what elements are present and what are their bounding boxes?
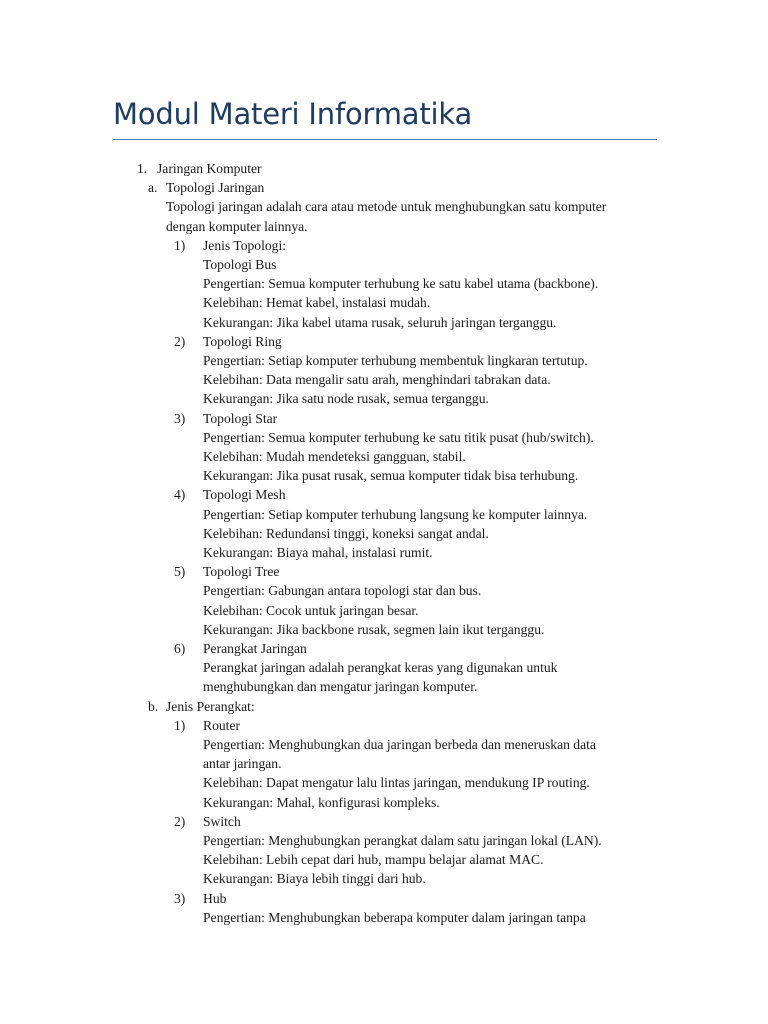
line-text: Kekurangan: Jika backbone rusak, segmen lain ikut terganggu.	[203, 621, 545, 637]
line-text: Perangkat jaringan adalah perangkat keras yang digunakan untuk	[203, 660, 558, 676]
line-text: Router	[203, 717, 240, 733]
list-marker: 6)	[174, 641, 186, 656]
line-text: antar jaringan.	[203, 756, 282, 772]
line-text: Kelebihan: Hemat kabel, instalasi mudah.	[203, 295, 431, 311]
line-text: Jenis Perangkat:	[166, 698, 255, 714]
list-marker: 3)	[174, 410, 186, 426]
line-text: Pengertian: Menghubungkan beberapa komputer dalam jaringan tanpa	[203, 909, 586, 925]
line-text: Kekurangan: Biaya mahal, instalasi rumit.	[203, 545, 433, 560]
list-marker: 1)	[174, 717, 186, 733]
line-text: Topologi Tree	[203, 564, 280, 580]
line-text: Jenis Topologi:	[203, 237, 287, 253]
document-title: Modul Materi Informatika	[113, 97, 473, 131]
line-text: Perangkat Jaringan	[203, 641, 307, 656]
line-text: Kekurangan: Jika pusat rusak, semua komputer tidak bisa terhubung.	[203, 468, 579, 484]
line-text: Kelebihan: Redundansi tinggi, koneksi sangat andal.	[203, 525, 489, 541]
line-text: Hub	[203, 890, 227, 906]
line-text: Topologi Mesh	[203, 487, 286, 503]
line-text: Pengertian: Setiap komputer terhubung membentuk lingkaran tertutup.	[203, 353, 588, 368]
list-marker: 2)	[174, 333, 186, 349]
line-text: Pengertian: Menghubungkan perangkat dalam satu jaringan lokal (LAN).	[203, 833, 602, 848]
line-text: dengan komputer lainnya.	[166, 218, 308, 234]
list-marker: b.	[148, 698, 159, 714]
list-marker: 1.	[137, 161, 148, 176]
line-text: Switch	[203, 813, 241, 829]
list-marker: 5)	[174, 564, 186, 580]
line-text: Kelebihan: Lebih cepat dari hub, mampu belajar alamat MAC.	[203, 852, 544, 868]
line-text: Kelebihan: Data mengalir satu arah, menghindari tabrakan data.	[203, 372, 551, 388]
line-text: Topologi Bus	[203, 257, 277, 272]
line-text: Topologi Jaringan	[166, 180, 265, 196]
title-underline	[113, 139, 657, 140]
line-text: Kekurangan: Jika kabel utama rusak, seluruh jaringan terganggu.	[203, 314, 557, 330]
line-text: Kelebihan: Cocok untuk jaringan besar.	[203, 602, 419, 618]
line-text: Pengertian: Setiap komputer terhubung langsung ke komputer lainnya.	[203, 506, 588, 522]
line-text: Topologi Ring	[203, 333, 282, 349]
list-marker: 2)	[174, 813, 186, 829]
line-text: Kekurangan: Biaya lebih tinggi dari hub.	[203, 871, 426, 887]
line-text: menghubungkan dan mengatur jaringan komputer.	[203, 679, 478, 695]
line-text: Kelebihan: Dapat mengatur lalu lintas jaringan, mendukung IP routing.	[203, 775, 590, 791]
line-text: Kelebihan: Mudah mendeteksi gangguan, stabil.	[203, 449, 466, 464]
list-marker: 4)	[174, 487, 186, 503]
line-text: Topologi Star	[203, 410, 278, 426]
line-text: Kekurangan: Jika satu node rusak, semua terganggu.	[203, 391, 489, 407]
list-marker: a.	[148, 180, 158, 196]
line-text: Pengertian: Menghubungkan dua jaringan berbeda dan meneruskan data	[203, 737, 596, 752]
line-text: Pengertian: Gabungan antara topologi star dan bus.	[203, 583, 482, 599]
line-text: Kekurangan: Mahal, konfigurasi kompleks.	[203, 794, 440, 810]
line-text: Jaringan Komputer	[157, 161, 262, 176]
list-marker: 1)	[174, 237, 186, 253]
list-marker: 3)	[174, 890, 186, 906]
line-text: Topologi jaringan adalah cara atau metode untuk menghubungkan satu komputer	[166, 199, 607, 215]
line-text: Pengertian: Semua komputer terhubung ke satu kabel utama (backbone).	[203, 276, 599, 292]
line-text: Pengertian: Semua komputer terhubung ke satu titik pusat (hub/switch).	[203, 429, 594, 445]
